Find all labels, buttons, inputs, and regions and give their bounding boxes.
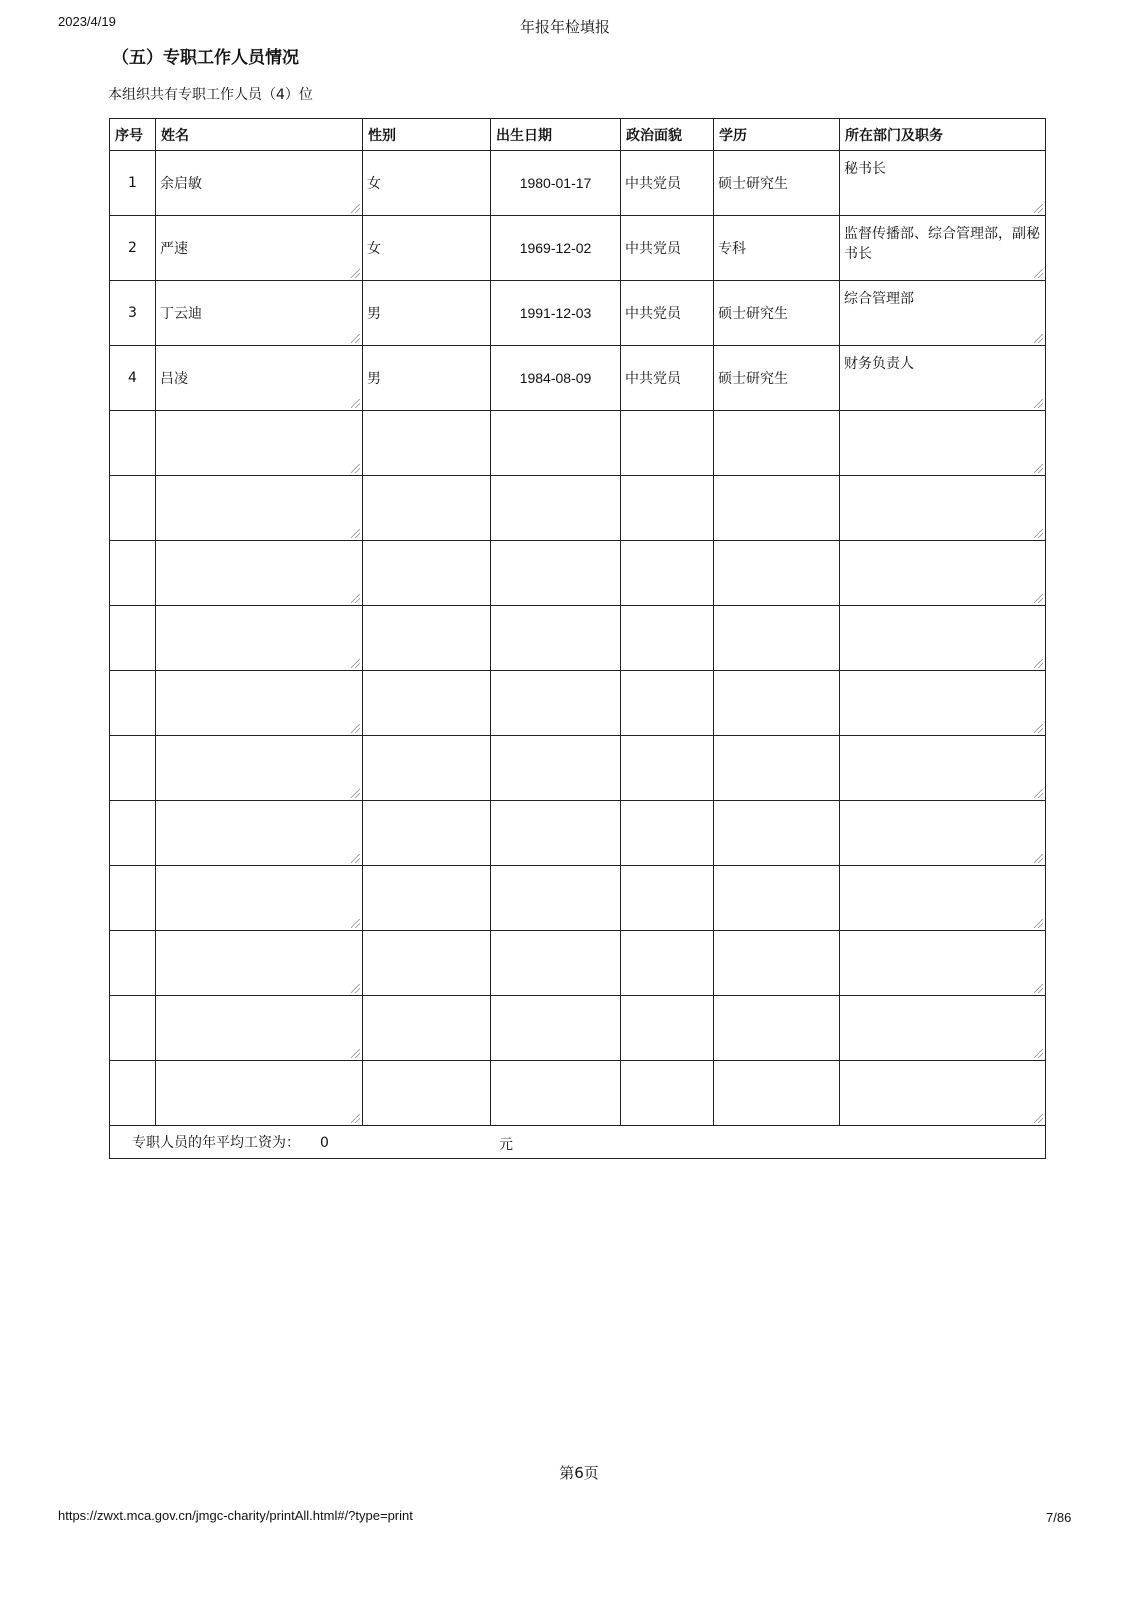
cell-birth-date — [491, 866, 621, 931]
cell-birth-date — [491, 411, 621, 476]
cell-birth-date — [491, 801, 621, 866]
cell-department-field[interactable] — [840, 801, 1046, 866]
cell-birth-date — [491, 606, 621, 671]
table-row — [110, 606, 1046, 671]
table-row — [110, 216, 1046, 281]
resize-handle-icon[interactable] — [351, 919, 360, 928]
cell-education — [714, 1061, 840, 1126]
cell-name-field[interactable] — [156, 281, 363, 346]
cell-gender-text: 女 — [367, 176, 381, 192]
table-row — [110, 411, 1046, 476]
staff-table-body — [110, 151, 1046, 1126]
cell-education-text: 硕士研究生 — [718, 371, 788, 387]
table-row — [110, 541, 1046, 606]
cell-education — [714, 151, 840, 216]
cell-name-field[interactable] — [156, 801, 363, 866]
table-row — [110, 346, 1046, 411]
table-row — [110, 281, 1046, 346]
resize-handle-icon[interactable] — [1034, 399, 1043, 408]
cell-education — [714, 281, 840, 346]
resize-handle-icon[interactable] — [1034, 659, 1043, 668]
cell-index — [110, 476, 156, 541]
cell-birth-date-text: 1991-12-03 — [519, 305, 592, 321]
cell-political-status-text: 中共党员 — [625, 306, 681, 322]
cell-birth-date — [491, 216, 621, 281]
cell-gender — [363, 281, 491, 346]
cell-political-status-text: 中共党员 — [625, 241, 681, 257]
column-header-department-position: 所在部门及职务 — [840, 119, 1046, 151]
resize-handle-icon[interactable] — [1034, 1114, 1043, 1123]
resize-handle-icon[interactable] — [1034, 334, 1043, 343]
table-row — [110, 866, 1046, 931]
cell-birth-date — [491, 346, 621, 411]
column-header-birth-date: 出生日期 — [491, 119, 621, 151]
cell-gender — [363, 606, 491, 671]
cell-political-status — [621, 736, 714, 801]
cell-department-field[interactable] — [840, 541, 1046, 606]
cell-name-field[interactable] — [156, 476, 363, 541]
cell-education — [714, 996, 840, 1061]
resize-handle-icon[interactable] — [1034, 789, 1043, 798]
cell-name-field-text: 吕凌 — [160, 371, 188, 387]
resize-handle-icon[interactable] — [351, 399, 360, 408]
resize-handle-icon[interactable] — [351, 204, 360, 213]
cell-education-text: 硕士研究生 — [718, 176, 788, 192]
cell-index — [110, 996, 156, 1061]
cell-education — [714, 476, 840, 541]
cell-department-field-text: 秘书长 — [844, 161, 886, 177]
cell-political-status — [621, 151, 714, 216]
cell-political-status — [621, 281, 714, 346]
section-title: （五）专职工作人员情况 — [112, 48, 299, 68]
table-header-row — [110, 119, 1046, 151]
cell-index — [110, 346, 156, 411]
cell-department-field[interactable] — [840, 151, 1046, 216]
cell-department-field[interactable] — [840, 346, 1046, 411]
resize-handle-icon[interactable] — [351, 659, 360, 668]
column-header-index: 序号 — [110, 119, 156, 151]
cell-birth-date — [491, 736, 621, 801]
column-header-name: 姓名 — [156, 119, 363, 151]
cell-index — [110, 281, 156, 346]
cell-name-field[interactable] — [156, 346, 363, 411]
cell-name-field-text: 余启敏 — [160, 176, 202, 192]
cell-gender — [363, 801, 491, 866]
average-salary-label: 专职人员的年平均工资为： — [132, 1135, 300, 1151]
cell-birth-date — [491, 931, 621, 996]
cell-department-field-text: 监督传播部、综合管理部，副秘书长 — [844, 226, 1040, 262]
cell-education — [714, 671, 840, 736]
cell-political-status — [621, 671, 714, 736]
resize-handle-icon[interactable] — [1034, 984, 1043, 993]
cell-education — [714, 736, 840, 801]
cell-birth-date — [491, 541, 621, 606]
table-row — [110, 1061, 1046, 1126]
cell-birth-date — [491, 1061, 621, 1126]
print-url: https://zwxt.mca.gov.cn/jmgc-charity/printAll.html#/?type=print — [58, 1508, 413, 1523]
cell-birth-date — [491, 671, 621, 736]
cell-education-text: 专科 — [718, 241, 746, 257]
table-row — [110, 931, 1046, 996]
cell-department-field[interactable] — [840, 736, 1046, 801]
resize-handle-icon[interactable] — [351, 464, 360, 473]
resize-handle-icon[interactable] — [1034, 464, 1043, 473]
cell-birth-date-text: 1984-08-09 — [519, 370, 592, 386]
cell-index-text: 4 — [128, 370, 137, 386]
cell-index — [110, 151, 156, 216]
cell-gender — [363, 1061, 491, 1126]
page-number: 第6页 — [559, 1464, 599, 1482]
resize-handle-icon[interactable] — [1034, 854, 1043, 863]
cell-education — [714, 411, 840, 476]
cell-index — [110, 931, 156, 996]
resize-handle-icon[interactable] — [1034, 724, 1043, 733]
cell-name-field[interactable] — [156, 996, 363, 1061]
cell-department-field[interactable] — [840, 866, 1046, 931]
table-row — [110, 476, 1046, 541]
print-page-count: 7/86 — [1046, 1510, 1072, 1525]
cell-name-field[interactable] — [156, 931, 363, 996]
print-header-title: 年报年检填报 — [519, 18, 610, 36]
cell-gender — [363, 931, 491, 996]
cell-index-text: 1 — [128, 175, 137, 191]
cell-gender-text: 男 — [367, 371, 381, 387]
cell-education — [714, 866, 840, 931]
cell-index — [110, 216, 156, 281]
cell-gender — [363, 151, 491, 216]
cell-birth-date — [491, 996, 621, 1061]
cell-department-field[interactable] — [840, 411, 1046, 476]
table-row — [110, 801, 1046, 866]
resize-handle-icon[interactable] — [1034, 919, 1043, 928]
cell-index-text: 3 — [128, 305, 137, 321]
cell-index — [110, 1061, 156, 1126]
cell-department-field-text: 综合管理部 — [844, 291, 914, 307]
cell-name-field[interactable] — [156, 541, 363, 606]
cell-political-status — [621, 476, 714, 541]
cell-education — [714, 931, 840, 996]
resize-handle-icon[interactable] — [351, 854, 360, 863]
cell-birth-date — [491, 281, 621, 346]
print-date: 2023/4/19 — [58, 14, 116, 29]
resize-handle-icon[interactable] — [1034, 529, 1043, 538]
cell-birth-date — [491, 476, 621, 541]
column-header-education: 学历 — [714, 119, 840, 151]
cell-political-status-text: 中共党员 — [625, 371, 681, 387]
cell-name-field[interactable] — [156, 216, 363, 281]
cell-gender-text: 女 — [367, 241, 381, 257]
cell-name-field-text: 丁云迪 — [160, 306, 202, 322]
cell-name-field[interactable] — [156, 411, 363, 476]
cell-education — [714, 216, 840, 281]
cell-index — [110, 736, 156, 801]
cell-education — [714, 346, 840, 411]
average-salary-value: 0 — [320, 1135, 329, 1151]
cell-department-field[interactable] — [840, 606, 1046, 671]
resize-handle-icon[interactable] — [351, 594, 360, 603]
table-row — [110, 151, 1046, 216]
table-row — [110, 671, 1046, 736]
cell-gender — [363, 671, 491, 736]
cell-gender — [363, 541, 491, 606]
cell-political-status — [621, 931, 714, 996]
cell-education — [714, 801, 840, 866]
cell-gender — [363, 346, 491, 411]
average-salary-row — [110, 1126, 1046, 1159]
cell-index — [110, 801, 156, 866]
cell-gender — [363, 736, 491, 801]
cell-name-field[interactable] — [156, 606, 363, 671]
cell-gender-text: 男 — [367, 306, 381, 322]
cell-department-field[interactable] — [840, 1061, 1046, 1126]
cell-department-field[interactable] — [840, 931, 1046, 996]
cell-political-status — [621, 411, 714, 476]
resize-handle-icon[interactable] — [351, 984, 360, 993]
cell-name-field[interactable] — [156, 736, 363, 801]
table-row — [110, 996, 1046, 1061]
cell-name-field[interactable] — [156, 151, 363, 216]
resize-handle-icon[interactable] — [1034, 269, 1043, 278]
cell-political-status — [621, 216, 714, 281]
cell-department-field[interactable] — [840, 216, 1046, 281]
cell-political-status — [621, 1061, 714, 1126]
cell-education — [714, 606, 840, 671]
cell-education-text: 硕士研究生 — [718, 306, 788, 322]
cell-political-status — [621, 996, 714, 1061]
resize-handle-icon[interactable] — [351, 789, 360, 798]
cell-index — [110, 411, 156, 476]
resize-handle-icon[interactable] — [351, 1049, 360, 1058]
cell-department-field[interactable] — [840, 996, 1046, 1061]
cell-name-field[interactable] — [156, 866, 363, 931]
cell-birth-date-text: 1969-12-02 — [519, 240, 592, 256]
cell-gender — [363, 996, 491, 1061]
resize-handle-icon[interactable] — [351, 529, 360, 538]
resize-handle-icon[interactable] — [351, 334, 360, 343]
cell-political-status — [621, 801, 714, 866]
resize-handle-icon[interactable] — [1034, 594, 1043, 603]
cell-gender — [363, 866, 491, 931]
cell-gender — [363, 216, 491, 281]
average-salary-unit: 元 — [499, 1137, 513, 1153]
cell-name-field-text: 严速 — [160, 241, 188, 257]
cell-index — [110, 866, 156, 931]
cell-name-field[interactable] — [156, 671, 363, 736]
resize-handle-icon[interactable] — [351, 269, 360, 278]
cell-department-field-text: 财务负责人 — [844, 356, 914, 372]
cell-education — [714, 541, 840, 606]
cell-department-field[interactable] — [840, 476, 1046, 541]
resize-handle-icon[interactable] — [1034, 204, 1043, 213]
cell-political-status — [621, 866, 714, 931]
cell-birth-date — [491, 151, 621, 216]
cell-index — [110, 606, 156, 671]
cell-index-text: 2 — [128, 240, 137, 256]
cell-gender — [363, 476, 491, 541]
resize-handle-icon[interactable] — [351, 724, 360, 733]
staff-table — [109, 118, 1046, 1159]
resize-handle-icon[interactable] — [351, 1114, 360, 1123]
resize-handle-icon[interactable] — [1034, 1049, 1043, 1058]
cell-department-field[interactable] — [840, 671, 1046, 736]
cell-index — [110, 541, 156, 606]
cell-department-field[interactable] — [840, 281, 1046, 346]
column-header-gender: 性别 — [363, 119, 491, 151]
cell-political-status — [621, 541, 714, 606]
cell-name-field[interactable] — [156, 1061, 363, 1126]
cell-political-status-text: 中共党员 — [625, 176, 681, 192]
column-header-political-status: 政治面貌 — [621, 119, 714, 151]
cell-birth-date-text: 1980-01-17 — [519, 175, 592, 191]
cell-index — [110, 671, 156, 736]
cell-gender — [363, 411, 491, 476]
staff-count-summary: 本组织共有专职工作人员（4）位 — [108, 87, 313, 103]
table-row — [110, 736, 1046, 801]
cell-political-status — [621, 346, 714, 411]
cell-political-status — [621, 606, 714, 671]
